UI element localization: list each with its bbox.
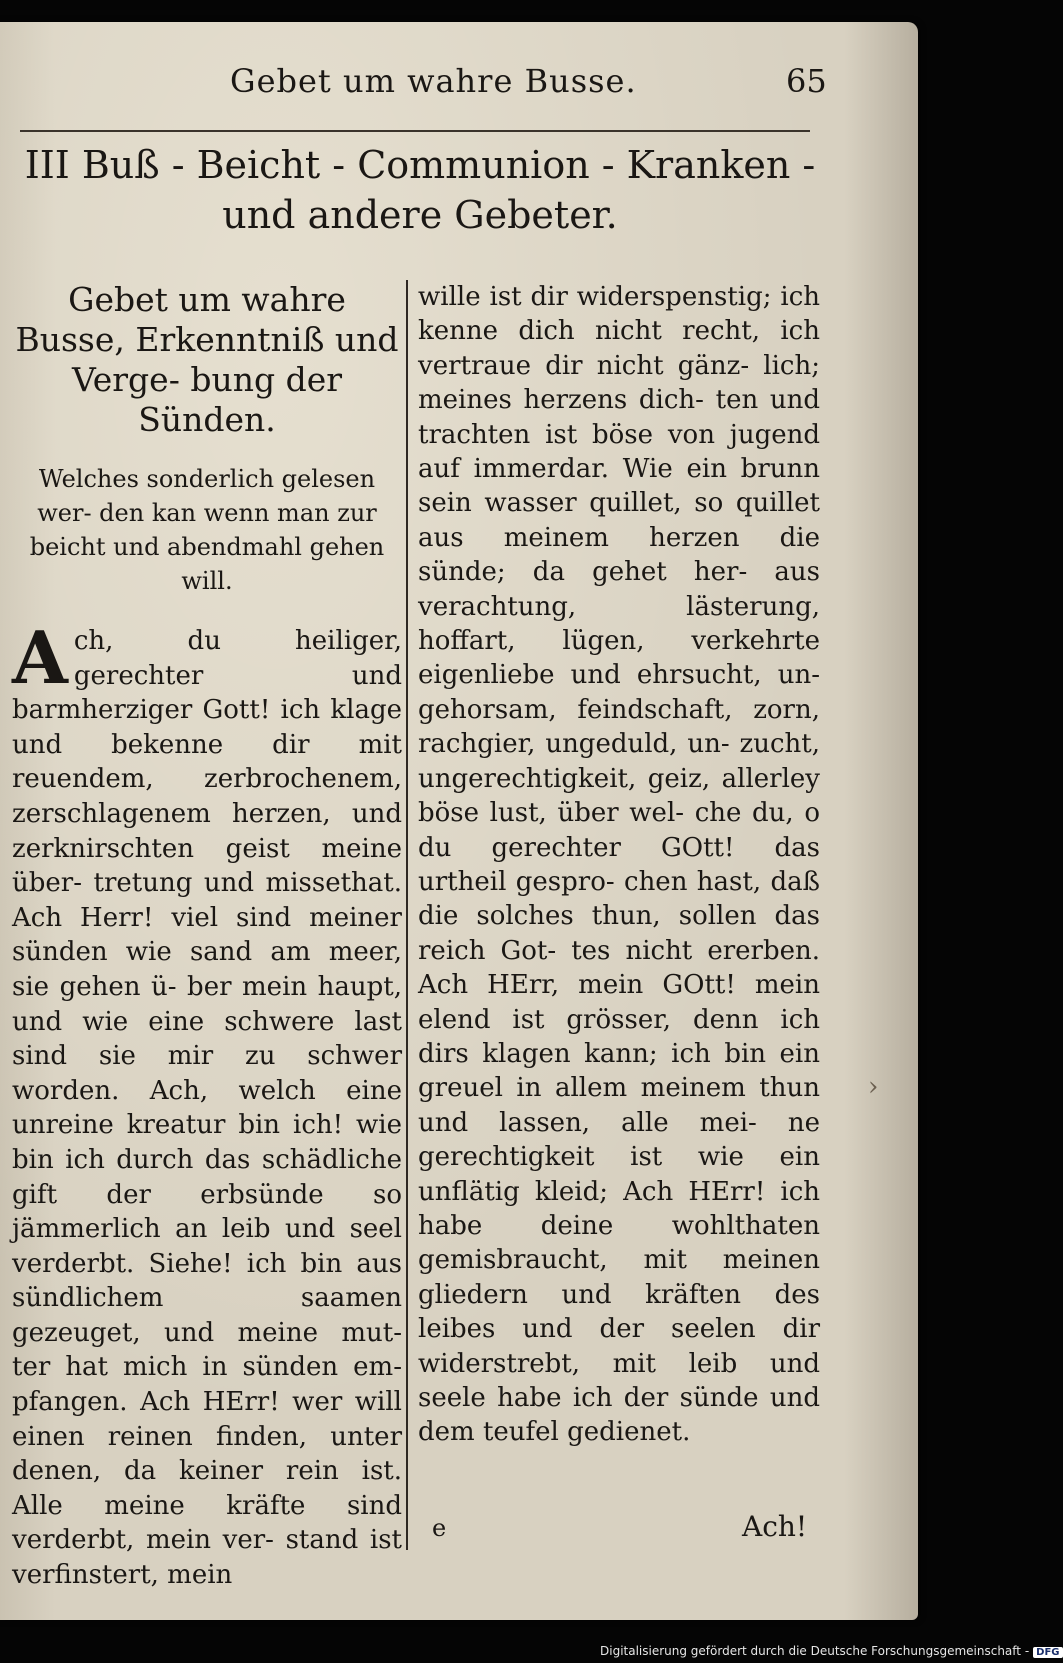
page-header — [0, 62, 918, 112]
dfg-logo: DFG — [1033, 1647, 1062, 1658]
signature-mark: e — [432, 1514, 447, 1542]
left-body — [12, 615, 402, 1593]
prayer-title: Gebet um wahre Busse, Erkenntniß und Verge- bung der Sünden. — [15, 280, 399, 439]
header-rule — [20, 130, 810, 132]
right-body-text: wille ist dir widerspenstig; ich kenne dich nicht recht, ich vertraue dir nicht gänz- lich; meines herzens dich- ten und trachten ist böse von jugend auf immerdar. Wie ein brunn sein wasser quillet, so quillet aus meinem herzen die sünde; da gehet her- aus verachtung, lästerung, hoffart, lügen, verkehrte eigenliebe und ehrsucht, un- gehorsam, feindschaft, zorn, rachgier, ungeduld, un- zucht, ungerechtigkeit, geiz, allerley böse lust, über wel- che du, o du gerechter GOtt! das urtheil gespro- chen hast, daß die solches thun, sollen das reich Got- tes nicht ererben. Ach HErr, mein GOtt! mein elend ist grösser, denn ich dirs klagen kann; ich bin ein greuel in allem meinem thun und lassen, alle mei- ne gerechtigkeit ist wie ein unflätig kleid; Ach HErr! ich habe deine wohlthaten gemisbraucht, mit meinen gliedern und kräften des leibes und der seelen dir widerstrebt, mit leib und seele habe ich der sünde und dem teufel gedienet. — [418, 282, 820, 1448]
dropcap-initial: A — [12, 615, 68, 700]
column-divider — [406, 280, 408, 1550]
running-title: Gebet um wahre Busse. — [230, 62, 637, 100]
right-column — [418, 280, 820, 1450]
book-page — [0, 22, 918, 1620]
digitization-footer — [600, 1644, 1063, 1658]
left-body-text: ch, du heiliger, gerechter und barmherziger Gott! ich klage und bekenne dir mit reuendem, zerbrochenem, zerschlagenem herzen, und zerknirschten geist meine über- tretung und missethat. Ach Herr! viel sind meiner sünden wie sand am meer, sie gehen ü- ber mein haupt, und wie eine schwere last sind sie mir zu schwer worden. Ach, welch eine unreine kreatur bin ich! wie bin ich durch das schädliche gift der erbsünde so jämmerlich an leib und seel verderbt. Siehe! ich bin aus sündlichem saamen gezeuget, und meine mut- ter hat mich in sünden em- pfangen. Ach HErr! wer will einen reinen finden, unter denen, da keiner rein ist. Alle meine kräfte sind verderbt, mein ver- stand ist verfinstert, mein — [12, 626, 402, 1591]
rubric-instruction: Welches sonderlich gelesen wer- den kan wenn man zur beicht und abendmahl gehen will. — [29, 465, 385, 595]
catchword: Ach! — [742, 1510, 808, 1543]
left-column — [12, 280, 402, 1593]
page-number: 65 — [786, 62, 827, 100]
section-heading: III Buß - Beicht - Communion - Kranken - und andere Gebeter. — [24, 143, 816, 237]
footer-text: Digitalisierung gefördert durch die Deutsche Forschungsgemeinschaft - — [600, 1644, 1030, 1658]
margin-mark: › — [868, 1072, 879, 1102]
